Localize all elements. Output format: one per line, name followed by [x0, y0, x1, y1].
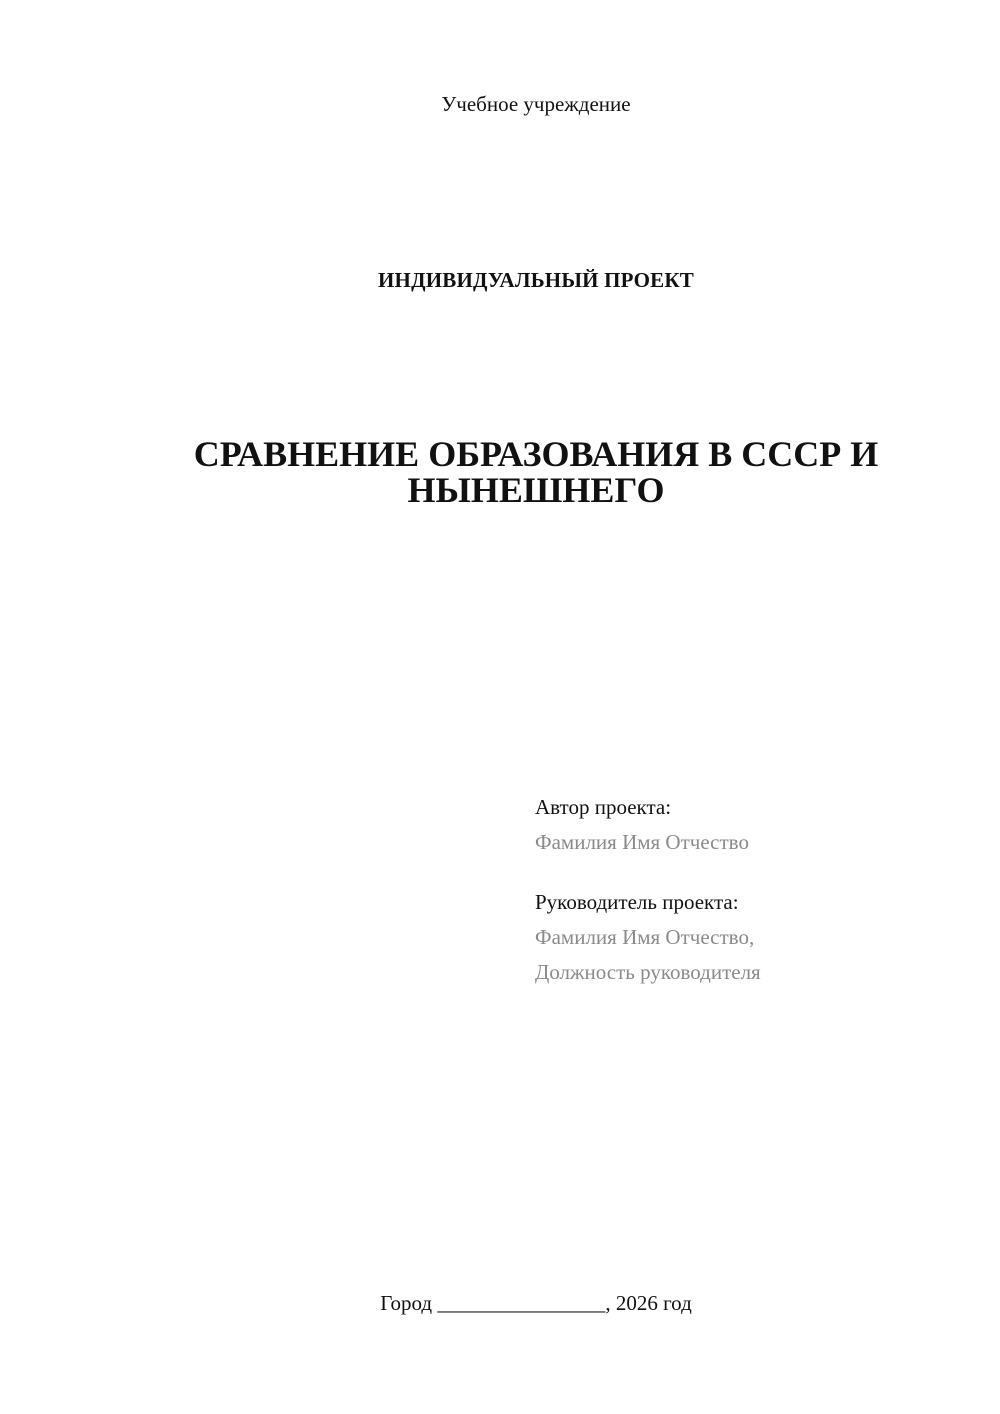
- city-year-footer: Город ________________, 2026 год: [380, 1291, 692, 1315]
- supervisor-label: Руководитель проекта:: [535, 890, 739, 914]
- supervisor-name: Фамилия Имя Отчество,: [535, 925, 755, 949]
- authors-block: [535, 790, 935, 990]
- authors-spacer: [535, 860, 935, 885]
- project-type-heading: ИНДИВИДУАЛЬНЫЙ ПРОЕКТ: [378, 268, 694, 292]
- supervisor-position: Должность руководителя: [535, 960, 761, 984]
- project-title-line-1: СРАВНЕНИЕ ОБРАЗОВАНИЯ В СССР И: [193, 434, 879, 474]
- project-title-line-2: НЫНЕШНЕГО: [407, 470, 665, 510]
- author-label: Автор проекта:: [535, 795, 672, 819]
- author-name: Фамилия Имя Отчество: [535, 830, 749, 854]
- project-title: [140, 436, 932, 508]
- institution-name: Учебное учреждение: [441, 92, 631, 116]
